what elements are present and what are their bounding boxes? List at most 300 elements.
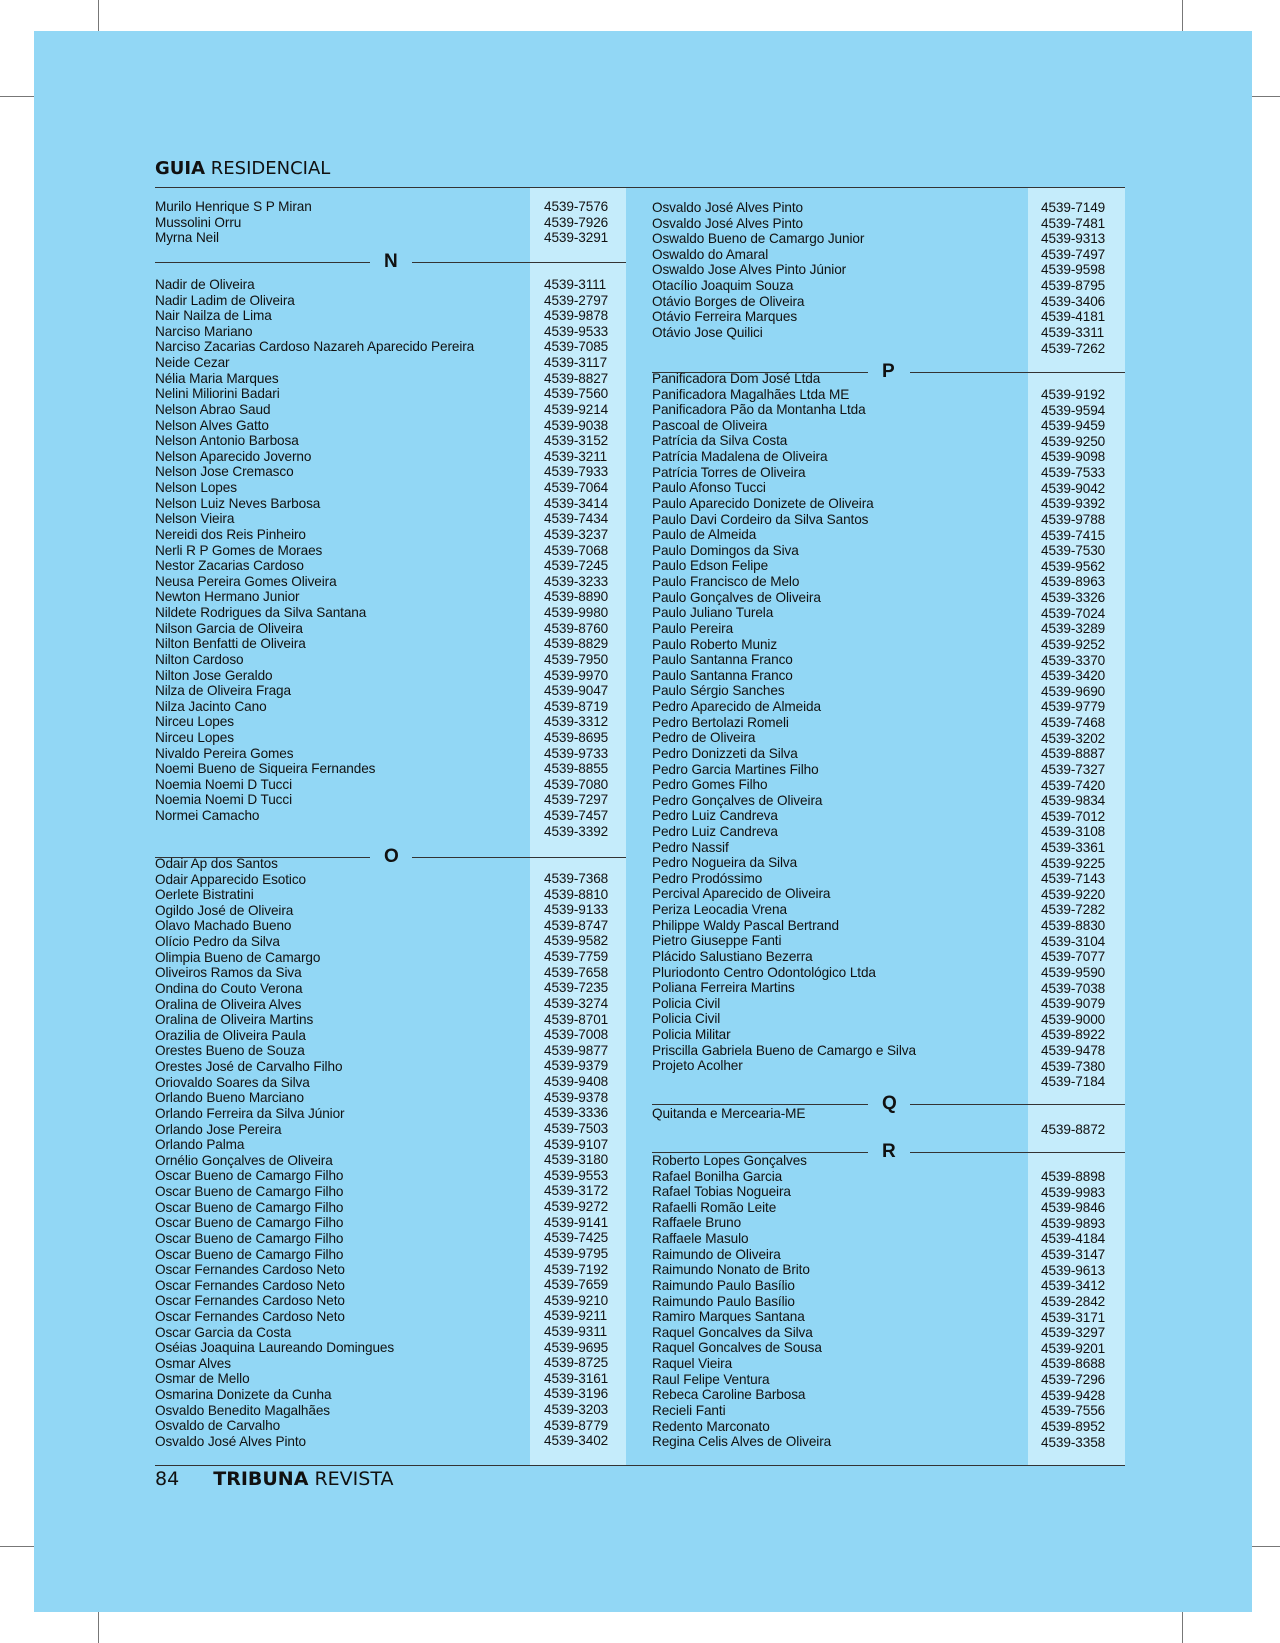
- right-entry-number: 4539-3171: [1041, 1309, 1106, 1325]
- left-entry-name: Osmar Alves: [155, 1355, 231, 1371]
- left-entry-name: Narciso Zacarias Cardoso Nazareh Aparecido Pereira: [155, 339, 475, 355]
- right-entry-number: 4539-9478: [1041, 1043, 1106, 1059]
- left-entry-name: Nilza Jacinto Cano: [155, 698, 267, 714]
- right-entry-number: 4539-9220: [1041, 886, 1106, 902]
- left-entry-number: 4539-7008: [544, 1027, 609, 1043]
- left-entry-number: 4539-9378: [544, 1089, 609, 1105]
- right-entry-number: 4539-8922: [1041, 1027, 1106, 1043]
- right-entry-number: 4539-9000: [1041, 1011, 1106, 1027]
- right-entry-number: 4539-9313: [1041, 231, 1106, 247]
- right-entry-name: Paulo Domingos da Siva: [652, 542, 799, 558]
- right-entry-number: 4539-3104: [1041, 933, 1106, 949]
- left-entry-name: Orlando Palma: [155, 1137, 245, 1153]
- right-entry-number: 4539-7262: [1041, 340, 1106, 356]
- left-entry-number: 4539-8725: [544, 1355, 609, 1371]
- left-entry-number: 4539-7368: [544, 871, 609, 886]
- left-entry-name: Osmar de Mello: [155, 1371, 250, 1387]
- right-entry-name: Oswaldo Bueno de Camargo Junior: [652, 231, 865, 247]
- left-entry-name: Oscar Bueno de Camargo Filho: [155, 1168, 344, 1184]
- left-entry-name: Nereidi dos Reis Pinheiro: [155, 526, 306, 542]
- right-entry-number: 4539-7468: [1041, 715, 1106, 731]
- left-entry-number: 4539-7759: [544, 949, 609, 965]
- left-entry-name: Mussolini Orru: [155, 214, 242, 230]
- left-entry-name: Nilson Garcia de Oliveira: [155, 620, 303, 636]
- right-entry-name: Raquel Vieira: [652, 1356, 733, 1372]
- left-entry-number: 4539-7933: [544, 464, 609, 480]
- left-entry-name: Noemi Bueno de Siqueira Fernandes: [155, 761, 376, 777]
- right-entry-number: 4539-7184: [1041, 1074, 1106, 1090]
- left-entry-number: 4539-7659: [544, 1277, 609, 1293]
- right-entry-name: Paulo Aparecido Donizete de Oliveira: [652, 495, 874, 511]
- right-entry-name: Pluriodonto Centro Odontológico Ltda: [652, 964, 876, 980]
- right-entry-name: Paulo Santanna Franco: [652, 667, 793, 683]
- left-entry-name: Orlando Ferreira da Silva Júnior: [155, 1105, 345, 1121]
- left-entry-name: Oséias Joaquina Laureando Domingues: [155, 1340, 395, 1356]
- crop-mark: [0, 96, 34, 97]
- footer-rule: [155, 1465, 1125, 1466]
- crop-mark: [98, 1612, 99, 1643]
- left-entry-name: Nelini Miliorini Badari: [155, 386, 280, 402]
- right-entry-number: 4539-8872: [1041, 1122, 1106, 1137]
- left-entry-number: 4539-7085: [544, 339, 609, 355]
- left-entry-number: 4539-8695: [544, 729, 609, 745]
- right-entry-number: 4539-9192: [1041, 387, 1106, 402]
- right-entry-name: Paulo Edson Felipe: [652, 558, 769, 574]
- right-entry-name: Raquel Goncalves de Sousa: [652, 1340, 822, 1356]
- right-entry-number: 4539-7282: [1041, 902, 1106, 918]
- left-entry-number: 4539-9733: [544, 745, 609, 761]
- left-entry-name: Nilton Cardoso: [155, 651, 244, 667]
- left-entry-number: 4539-9379: [544, 1058, 609, 1074]
- right-entry-name: Paulo Pereira: [652, 620, 734, 636]
- right-entry-name: Pedro de Oliveira: [652, 730, 756, 746]
- left-entry-number: 4539-3274: [544, 995, 609, 1011]
- left-entry-number: 4539-3211: [544, 448, 608, 464]
- left-entry-number: 4539-7576: [544, 199, 609, 214]
- right-entry-number: 4539-7038: [1041, 980, 1106, 996]
- left-entry-number: 4539-9133: [544, 902, 609, 918]
- right-entry-name: Panificadora Magalhães Ltda ME: [652, 386, 850, 402]
- left-entry-name: Ornélio Gonçalves de Oliveira: [155, 1152, 333, 1168]
- left-entry-number: 4539-3152: [544, 433, 609, 449]
- right-entry-number: 4539-2842: [1041, 1293, 1106, 1309]
- right-entry-name: Policia Civil: [652, 1011, 721, 1027]
- right-entry-name: Paulo Sérgio Sanches: [652, 683, 785, 699]
- left-entry-name: Nilton Jose Geraldo: [155, 667, 273, 683]
- left-entry-number: 4539-8779: [544, 1417, 609, 1433]
- right-entry-name: Redento Marconato: [652, 1418, 770, 1434]
- right-entry-name: Paulo Roberto Muniz: [652, 636, 778, 652]
- left-entry-number: 4539-7560: [544, 386, 609, 402]
- right-entry-name: Patrícia Madalena de Oliveira: [652, 449, 828, 465]
- page-number: 84: [155, 1468, 180, 1490]
- left-entry-number: 4539-3291: [544, 230, 609, 246]
- right-entry-number: 4539-7415: [1041, 527, 1106, 543]
- right-entry-name: Pedro Luiz Candreva: [652, 823, 778, 839]
- right-entry-name: Pedro Gomes Filho: [652, 777, 768, 793]
- right-entry-name: Raquel Goncalves da Silva: [652, 1324, 813, 1340]
- left-entry-name: Oscar Fernandes Cardoso Neto: [155, 1293, 345, 1309]
- right-entry-number: 4539-7077: [1041, 949, 1106, 965]
- left-entry-number: 4539-9214: [544, 401, 609, 417]
- right-entry-name: Osvaldo José Alves Pinto: [652, 200, 803, 215]
- right-entry-name: Rafaelli Romão Leite: [652, 1199, 777, 1215]
- right-entry-number: 4539-9598: [1041, 262, 1106, 278]
- right-entry-number: 4539-9392: [1041, 496, 1106, 512]
- right-entry-number: 4539-7533: [1041, 465, 1106, 481]
- left-entry-number: 4539-8747: [544, 917, 609, 933]
- left-entry-number: 4539-9408: [544, 1074, 609, 1090]
- right-entry-name: Pedro Bertolazi Romeli: [652, 714, 789, 730]
- right-entry-number: 4539-9201: [1041, 1340, 1106, 1356]
- right-entry-name: Oswaldo do Amaral: [652, 246, 769, 262]
- left-entry-name: Olimpia Bueno de Camargo: [155, 949, 321, 965]
- left-entry-name: Nelson Alves Gatto: [155, 417, 269, 433]
- left-entry-number: 4539-9980: [544, 605, 609, 621]
- left-entry-number: 4539-9311: [544, 1323, 608, 1339]
- left-entry-name: Oscar Fernandes Cardoso Neto: [155, 1262, 345, 1278]
- left-entry-name: Olício Pedro da Silva: [155, 934, 280, 950]
- left-entry-name: Orazilia de Oliveira Paula: [155, 1027, 306, 1043]
- left-entry-number: 4539-9533: [544, 323, 609, 339]
- right-entry-number: 4539-3297: [1041, 1325, 1106, 1341]
- right-entry-number: 4539-7420: [1041, 777, 1106, 793]
- right-entry-number: 4539-7143: [1041, 871, 1106, 887]
- right-entry-number: 4539-8688: [1041, 1356, 1106, 1372]
- right-entry-number: 4539-7024: [1041, 605, 1106, 621]
- right-entry-name: Raffaele Bruno: [652, 1215, 742, 1231]
- left-entry-number: 4539-8760: [544, 620, 609, 636]
- right-entry-name: Otacílio Joaquim Souza: [652, 278, 794, 294]
- left-entry-number: 4539-3111: [544, 277, 607, 292]
- right-entry-number: 4539-9893: [1041, 1215, 1106, 1231]
- left-entry-number: 4539-8810: [544, 886, 609, 902]
- right-entry-number: 4539-8795: [1041, 278, 1106, 294]
- right-entry-number: 4539-8963: [1041, 574, 1106, 590]
- right-entry-name: Paulo Davi Cordeiro da Silva Santos: [652, 511, 869, 527]
- crop-mark: [98, 0, 99, 31]
- right-entry-number: 4539-4181: [1041, 309, 1106, 325]
- left-entry-name: Nelson Antonio Barbosa: [155, 433, 299, 449]
- left-entry-number: 4539-7064: [544, 480, 609, 496]
- page-footer: [155, 1468, 393, 1490]
- left-entry-number: 4539-9210: [544, 1292, 609, 1308]
- right-entry-name: Rafael Bonilha Garcia: [652, 1168, 783, 1184]
- section-rule-left: [652, 1104, 868, 1105]
- right-entry-name: Pedro Nogueira da Silva: [652, 855, 798, 871]
- left-entry-name: Odair Apparecido Esotico: [155, 871, 306, 887]
- right-entry-number: 4539-7556: [1041, 1403, 1106, 1419]
- right-entry-number: 4539-9225: [1041, 855, 1106, 871]
- left-entry-number: 4539-3180: [544, 1152, 609, 1168]
- left-entry-number: 4539-8890: [544, 589, 609, 605]
- left-entry-number: 4539-8829: [544, 636, 609, 652]
- left-entry-name: Ogildo José de Oliveira: [155, 902, 294, 918]
- right-entry-name: Philippe Waldy Pascal Bertrand: [652, 917, 839, 933]
- crop-mark: [1182, 1612, 1183, 1643]
- left-entry-name: Osvaldo Benedito Magalhães: [155, 1402, 330, 1418]
- section-letter: R: [882, 1141, 896, 1162]
- left-entry-name: Oscar Bueno de Camargo Filho: [155, 1230, 344, 1246]
- right-entry-name: Periza Leocadia Vrena: [652, 902, 787, 918]
- right-entry-number: 4539-8898: [1041, 1169, 1106, 1184]
- left-entry-number: 4539-7425: [544, 1230, 609, 1246]
- right-entry-number: 4539-9590: [1041, 964, 1106, 980]
- left-entry-number: 4539-3237: [544, 526, 609, 542]
- left-entry-number: 4539-9877: [544, 1042, 609, 1058]
- left-entry-name: Neide Cezar: [155, 355, 230, 371]
- left-entry-name: Ondina do Couto Verona: [155, 980, 303, 996]
- left-entry-name: Osvaldo de Carvalho: [155, 1418, 281, 1434]
- left-entry-name: Narciso Mariano: [155, 323, 253, 339]
- left-entry-number: 4539-3414: [544, 495, 609, 511]
- left-entry-number: 4539-9272: [544, 1199, 609, 1215]
- left-entry-name: Nelson Jose Cremasco: [155, 464, 294, 480]
- right-entry-name: Rebeca Caroline Barbosa: [652, 1387, 806, 1403]
- left-entry-number: 4539-2797: [544, 292, 609, 308]
- left-entry-number: 4539-7434: [544, 511, 609, 527]
- right-entry-number: 4539-3370: [1041, 652, 1106, 668]
- left-entry-name: Osvaldo José Alves Pinto: [155, 1433, 306, 1449]
- right-entry-number: 4539-9788: [1041, 511, 1106, 527]
- left-entry-name: Nirceu Lopes: [155, 729, 234, 745]
- left-entry-number: 4539-8719: [544, 698, 609, 714]
- right-entry-name: Policia Militar: [652, 1027, 731, 1043]
- left-entry-name: Olavo Machado Bueno: [155, 918, 292, 934]
- right-entry-name: Pedro Garcia Martines Filho: [652, 761, 819, 777]
- right-entry-name: Pietro Giuseppe Fanti: [652, 933, 782, 949]
- left-entry-name: Nelson Luiz Neves Barbosa: [155, 495, 321, 511]
- right-entry-name: Paulo Gonçalves de Oliveira: [652, 589, 821, 605]
- right-entry-number: 4539-3326: [1041, 590, 1106, 606]
- left-entry-number: 4539-8855: [544, 761, 609, 777]
- left-entry-name: Murilo Henrique S P Miran: [155, 199, 312, 214]
- left-entry-number: 4539-9582: [544, 933, 609, 949]
- right-entry-name: Panificadora Dom José Ltda: [652, 371, 821, 386]
- right-entry-number: 4539-9594: [1041, 402, 1106, 418]
- header-bold: GUIA: [155, 158, 206, 179]
- right-entry-number: 4539-3406: [1041, 293, 1106, 309]
- right-entry-number: 4539-3361: [1041, 839, 1106, 855]
- left-entry-name: Neusa Pereira Gomes Oliveira: [155, 573, 337, 589]
- section-rule-right: [910, 1104, 1125, 1105]
- left-entry-number: 4539-7080: [544, 776, 609, 792]
- right-entry-name: Ramiro Marques Santana: [652, 1309, 805, 1325]
- right-entry-name: Projeto Acolher: [652, 1058, 743, 1074]
- left-entry-name: Nelson Aparecido Joverno: [155, 448, 312, 464]
- right-entry-name: Raimundo Nonato de Brito: [652, 1262, 810, 1278]
- right-entry-number: 4539-7497: [1041, 246, 1106, 262]
- left-entry-name: Oriovaldo Soares da Silva: [155, 1074, 310, 1090]
- section-letter: O: [384, 846, 399, 867]
- left-entry-number: 4539-9047: [544, 683, 609, 699]
- left-entry-name: Osmarina Donizete da Cunha: [155, 1387, 332, 1403]
- right-entry-name: Pedro Luiz Candreva: [652, 808, 778, 824]
- left-entry-name: Nildete Rodrigues da Silva Santana: [155, 605, 367, 621]
- left-entry-name: Nirceu Lopes: [155, 714, 234, 730]
- left-entry-name: Nelson Abrao Saud: [155, 401, 271, 417]
- right-entry-number: 4539-3202: [1041, 730, 1106, 746]
- right-entry-name: Pedro Aparecido de Almeida: [652, 699, 821, 715]
- left-entry-number: 4539-7192: [544, 1261, 609, 1277]
- section-letter: Q: [882, 1093, 897, 1114]
- left-entry-name: Orestes Bueno de Souza: [155, 1043, 305, 1059]
- left-entry-name: Orestes José de Carvalho Filho: [155, 1059, 343, 1075]
- right-entry-name: Paulo de Almeida: [652, 527, 757, 543]
- right-entry-name: Raul Felipe Ventura: [652, 1371, 770, 1387]
- right-entry-number: 4539-8952: [1041, 1418, 1106, 1434]
- right-entry-name: Rafael Tobias Nogueira: [652, 1184, 791, 1200]
- right-entry-number: 4539-7380: [1041, 1058, 1106, 1074]
- section-rule-right: [412, 262, 626, 263]
- right-entry-number: 4539-7530: [1041, 543, 1106, 559]
- right-entry-number: 4539-9613: [1041, 1262, 1106, 1278]
- right-entry-number: 4539-9428: [1041, 1387, 1106, 1403]
- right-entry-name: Osvaldo José Alves Pinto: [652, 215, 803, 231]
- left-entry-name: Oscar Bueno de Camargo Filho: [155, 1246, 344, 1262]
- right-entry-number: 4539-9983: [1041, 1184, 1106, 1200]
- header-regular: RESIDENCIAL: [210, 158, 331, 179]
- right-entry-name: Raffaele Masulo: [652, 1231, 749, 1247]
- right-entry-number: 4539-3311: [1041, 324, 1105, 340]
- left-entry-number: 4539-9141: [544, 1214, 609, 1230]
- left-entry-number: 4539-9695: [544, 1339, 609, 1355]
- left-entry-name: Nerli R P Gomes de Moraes: [155, 542, 323, 558]
- right-entry-name: Policia Civil: [652, 995, 721, 1011]
- right-entry-number: 4539-8887: [1041, 746, 1106, 762]
- left-entry-number: 4539-7235: [544, 980, 609, 996]
- right-entry-name: Pedro Nassif: [652, 839, 729, 855]
- left-entry-name: Noemia Noemi D Tucci: [155, 776, 292, 792]
- right-entry-name: Paulo Juliano Turela: [652, 605, 774, 621]
- right-entry-number: 4539-9846: [1041, 1200, 1106, 1216]
- right-entry-number: 4539-7012: [1041, 808, 1106, 824]
- section-rule-right: [910, 372, 1125, 373]
- page-header: [155, 158, 330, 179]
- right-entry-number: 4539-3289: [1041, 621, 1106, 637]
- right-entry-name: Paulo Afonso Tucci: [652, 480, 766, 496]
- left-entry-number: 4539-7457: [544, 808, 609, 824]
- right-entry-number: 4539-3147: [1041, 1247, 1106, 1263]
- crop-mark: [0, 1546, 34, 1547]
- right-entry-number: 4539-3412: [1041, 1278, 1106, 1294]
- left-entry-name: Nilza de Oliveira Fraga: [155, 683, 291, 699]
- right-entry-name: Raimundo Paulo Basílio: [652, 1277, 795, 1293]
- left-entry-name: Nadir Ladim de Oliveira: [155, 292, 295, 308]
- right-entry-name: Priscilla Gabriela Bueno de Camargo e Silva: [652, 1042, 916, 1058]
- left-entry-name: Noemia Noemi D Tucci: [155, 792, 292, 808]
- left-entry-number: 4539-7503: [544, 1120, 609, 1136]
- left-entry-name: Nélia Maria Marques: [155, 370, 279, 386]
- right-entry-name: Oswaldo Jose Alves Pinto Júnior: [652, 262, 847, 278]
- left-entry-number: 4539-3161: [544, 1370, 609, 1386]
- left-entry-number: 4539-7068: [544, 542, 609, 558]
- left-entry-name: Oscar Fernandes Cardoso Neto: [155, 1308, 345, 1324]
- left-entry-number: 4539-3392: [544, 823, 609, 839]
- right-entry-name: Raimundo de Oliveira: [652, 1246, 781, 1262]
- left-entry-name: Oliveiros Ramos da Siva: [155, 965, 302, 981]
- left-entry-number: 4539-7658: [544, 964, 609, 980]
- right-entry-number: 4539-7149: [1041, 200, 1106, 215]
- section-rule-right: [412, 857, 626, 858]
- right-entry-number: 4539-9562: [1041, 558, 1106, 574]
- right-entry-name: Otávio Jose Quilici: [652, 324, 763, 340]
- right-entry-number: 4539-7296: [1041, 1372, 1106, 1388]
- right-entry-name: Recieli Fanti: [652, 1402, 726, 1418]
- right-entry-number: 4539-7327: [1041, 761, 1106, 777]
- right-entry-name: Paulo Francisco de Melo: [652, 574, 800, 590]
- left-entry-number: 4539-3336: [544, 1105, 609, 1121]
- right-entry-number: 4539-9779: [1041, 699, 1106, 715]
- left-entry-name: Oscar Garcia da Costa: [155, 1324, 292, 1340]
- right-entry-number: 4539-7481: [1041, 215, 1106, 231]
- right-entry-number: 4539-3420: [1041, 668, 1106, 684]
- left-entry-number: 4539-3196: [544, 1386, 609, 1402]
- left-entry-name: Nelson Vieira: [155, 511, 235, 527]
- right-entry-name: Patrícia da Silva Costa: [652, 433, 788, 449]
- left-entry-name: Nelson Lopes: [155, 480, 237, 496]
- crop-mark: [1252, 1546, 1280, 1547]
- left-entry-number: 4539-9038: [544, 417, 609, 433]
- right-entry-name: Percival Aparecido de Oliveira: [652, 886, 831, 902]
- left-entry-number: 4539-9878: [544, 308, 609, 324]
- left-entry-name: Oralina de Oliveira Martins: [155, 1012, 314, 1028]
- right-entry-number: 4539-9079: [1041, 996, 1106, 1012]
- right-entry-name: Panificadora Pão da Montanha Ltda: [652, 402, 866, 418]
- left-entry-name: Newton Hermano Junior: [155, 589, 300, 605]
- left-entry-number: 4539-7245: [544, 558, 609, 574]
- left-entry-number: 4539-9107: [544, 1136, 609, 1152]
- right-entry-name: Poliana Ferreira Martins: [652, 980, 795, 996]
- footer-bold: TRIBUNA: [213, 1468, 309, 1490]
- left-entry-name: Normei Camacho: [155, 808, 260, 824]
- left-entry-name: Nair Nailza de Lima: [155, 308, 272, 324]
- right-entry-name: Quitanda e Mercearia-ME: [652, 1106, 806, 1121]
- left-entry-name: Oscar Bueno de Camargo Filho: [155, 1184, 344, 1200]
- left-entry-name: Nestor Zacarias Cardoso: [155, 558, 304, 574]
- right-entry-number: 4539-9250: [1041, 433, 1106, 449]
- right-entry-number: 4539-9459: [1041, 418, 1106, 434]
- left-entry-number: 4539-7926: [544, 214, 609, 230]
- left-entry-number: 4539-3117: [544, 355, 608, 371]
- left-entry-number: 4539-7950: [544, 651, 609, 667]
- left-entry-number: 4539-9211: [544, 1308, 608, 1324]
- left-entry-name: Nadir de Oliveira: [155, 277, 255, 292]
- left-entry-number: 4539-8701: [544, 1011, 609, 1027]
- section-letter: P: [882, 361, 895, 382]
- right-entry-number: 4539-9042: [1041, 480, 1106, 496]
- left-entry-number: 4539-3233: [544, 573, 609, 589]
- left-entry-number: 4539-3172: [544, 1183, 609, 1199]
- left-entry-number: 4539-7297: [544, 792, 609, 808]
- header-rule: [155, 187, 1125, 188]
- right-entry-name: Plácido Salustiano Bezerra: [652, 948, 813, 964]
- left-entry-number: 4539-9795: [544, 1245, 609, 1261]
- right-entry-name: Patrícia Torres de Oliveira: [652, 464, 806, 480]
- right-entry-number: 4539-9690: [1041, 683, 1106, 699]
- left-entry-number: 4539-3312: [544, 714, 609, 730]
- crop-mark: [1252, 96, 1280, 97]
- left-entry-name: Oscar Bueno de Camargo Filho: [155, 1199, 344, 1215]
- right-entry-number: 4539-8830: [1041, 918, 1106, 934]
- right-entry-name: Roberto Lopes Gonçalves: [652, 1153, 807, 1168]
- right-entry-name: Paulo Santanna Franco: [652, 652, 793, 668]
- left-entry-name: Oscar Fernandes Cardoso Neto: [155, 1277, 345, 1293]
- right-entry-name: Otávio Ferreira Marques: [652, 309, 798, 325]
- left-entry-number: 4539-9553: [544, 1167, 609, 1183]
- left-entry-name: Oscar Bueno de Camargo Filho: [155, 1215, 344, 1231]
- left-entry-name: Orlando Bueno Marciano: [155, 1090, 304, 1106]
